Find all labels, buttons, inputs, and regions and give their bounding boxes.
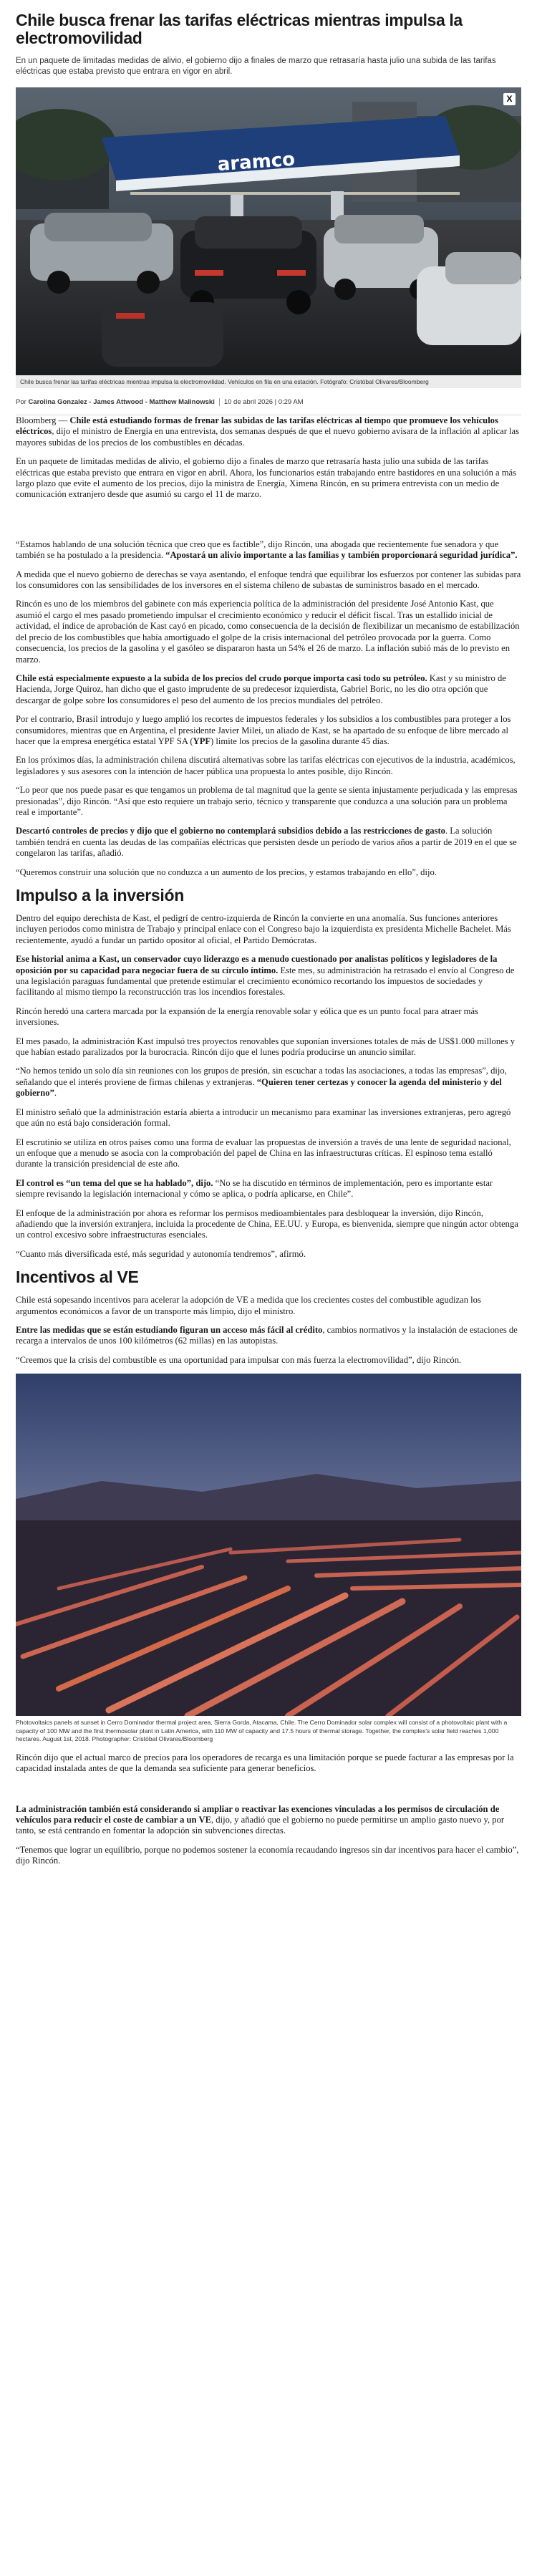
- paragraph: [16, 1804, 521, 1837]
- byline-authors[interactable]: Carolina Gonzalez - James Attwood - Matthew Malinowski: [28, 398, 215, 406]
- paragraph: [16, 1178, 521, 1200]
- paragraph: “Tenemos que lograr un equilibrio, porque no podemos sostener la economía recaudando ingresos sin dar incentivos para hacer el cambio”, dijo Rincón.: [16, 1844, 519, 1866]
- bold-text: La administración también está considerando si ampliar o reactivar las exenciones vinculadas a los permisos de circulación de vehículos para reducir el coste de cambiar a un VE: [16, 1803, 500, 1825]
- bold-text: Chile está especialmente expuesto a la subida de los precios del crudo porque importa casi todo su petróleo.: [16, 672, 427, 683]
- bold-text: Ese historial anima a Kast, un conservador cuyo liderazgo es a menudo cuestionado por analistas políticos y legisladores de la oposición por su capacidad para negociar fuera de su círculo íntimo.: [16, 954, 498, 975]
- spacer: [16, 1783, 521, 1804]
- paragraph: [16, 673, 521, 706]
- paragraph: “Queremos construir una solución que no conduzca a un aumento de los precios, y estamos trabajando en ello”, dijo.: [16, 867, 437, 877]
- bold-text: “Apostará un alivio importante a las familias y también proporcionará seguridad jurídica”.: [165, 550, 518, 561]
- article-body: [16, 415, 521, 1867]
- paragraph-text: Kast y su ministro de Hacienda, Jorge Quiroz, han dicho que el gasto imprudente de su predecesor izquierdista, Gabriel Boric, no les dio otra opción que descargar de golpe sobre los consumidores el peso del aumento de los precios mundiales del petróleo.: [16, 672, 506, 705]
- paragraph: En un paquete de limitadas medidas de alivio, el gobierno dijo a finales de marzo que retrasaría hasta julio una subida de las tarifas eléctricas que estaba previsto que entrara en vigor en abril. Ahora, los funcionarios están trabajando entre bastidores en una solución a más largo plazo que evite el aumento de los precios, dijo la ministra de Energía, Ximena Rincón, en su primera entrevista con un medio de comunicación extranjero desde que asumió su cargo el 11 de marzo.: [16, 456, 517, 500]
- paragraph: [16, 1325, 521, 1347]
- byline-prefix: Por: [16, 398, 26, 406]
- byline: [16, 398, 521, 406]
- paragraph-text: , dijo el ministro de Energía en una entrevista, dos semanas después de que el nuevo gobierno avisara de la inflación al aplicar las mayores subidas de los precios de los combustibles en décadas.: [16, 426, 520, 448]
- paragraph-text: . La solución también tendrá en cuenta las deudas de las compañías eléctricas que persisten desde un período de varios años a partir de 2019 en el que se congelaron las tarifas, añadió.: [16, 826, 517, 859]
- paragraph-text: ) limite los precios de la gasolina durante 45 días.: [211, 735, 390, 746]
- hero-caption: Chile busca frenar las tarifas eléctricas mientras impulsa la electromovilidad. Vehículos en fila en una estación. Fotógrafo: Cristóbal Olivares/Bloomberg: [16, 375, 521, 388]
- article-dek: En un paquete de limitadas medidas de alivio, el gobierno dijo a finales de marzo que retrasaría hasta julio una subida de las tarifas eléctricas que estaba previsto que entrara en vigor en abril.: [16, 57, 496, 76]
- hero-image: [16, 87, 521, 375]
- paragraph-text: “No hemos tenido un solo día sin reuniones con los grupos de presión, sin escuchar a todas las asociaciones, a todas las empresas”, dijo, señalando que el interés proviene de firmas chilenas y extranjeras.: [16, 1066, 507, 1087]
- article-headline: Chile busca frenar las tarifas eléctricas mientras impulsa la electromovilidad: [16, 11, 463, 47]
- solar-photo: [16, 1374, 521, 1716]
- paragraph: Rincón es uno de los miembros del gabinete con más experiencia política de la administración del presidente José Antonio Kast, que asumió el cargo el mes pasado prometiendo impulsar el crecimiento económico y reducir el déficit fiscal. Tras un estallido inicial de actividad, el índice de aprobación de Kast cayó en picado, como consecuencia de la decisión de flexibilizar un mecanismo de estabilización del precio de los combustibles que había amortiguado el golpe de la crisis internacional del petróleo provocada por la guerra. Como consecuencia, los precios de la gasolina y el gasóleo se dispararon hasta un 54% el 26 de marzo. La inflación subió más de lo previsto en marzo.: [16, 599, 520, 665]
- brand-sign: aramco: [216, 148, 296, 176]
- ticker-link[interactable]: YPF: [193, 735, 211, 746]
- source-tag: Bloomberg —: [16, 415, 68, 425]
- paragraph-text: , dijo, y añadió que el gobierno no puede permitirse un amplio gasto nuevo y, por tanto, se está centrando en fomentar la adopción sin subvenciones directas.: [16, 1814, 505, 1836]
- paragraph: Rincón dijo que el actual marco de precios para los operadores de recarga es una limitación porque se puede facturar a las empresas por la capacidad instalada antes de que la demanda sea suficiente para generar beneficios.: [16, 1752, 514, 1774]
- paragraph: [16, 539, 521, 561]
- bold-text: Descartó controles de precios y dijo que el gobierno no contemplará subsidios debido a las restricciones de gasto: [16, 826, 445, 836]
- paragraph: “Lo peor que nos puede pasar es que tengamos un problema de tal magnitud que la gente se sienta injustamente perjudicada y las empresas presionadas”, dijo Rincón. “Así que esto requiere un trabajo serio, técnico y transparente que conduzca a una solución para un problema real e importante”.: [16, 785, 518, 817]
- paragraph: En los próximos días, la administración chilena discutirá alternativas sobre las tarifas eléctricas con ejecutivos de la industria, académicos, legisladores y sus asesores con la intención de hacer pública una propuesta lo antes posible, dijo Rincón.: [16, 755, 516, 776]
- paragraph: El escrutinio se utiliza en otros países como una forma de evaluar las propuestas de inversión a través de una lente de seguridad nacional, un enfoque que a menudo se asocia con la comprobación del papel de China en las infraestructuras críticas. El espinoso tema estalló durante la transición presidencial de este año.: [16, 1137, 511, 1169]
- bold-text: El control es “un tema del que se ha hablado”, dijo.: [16, 1177, 213, 1188]
- paragraph: [16, 954, 521, 998]
- paragraph-text: “Estamos hablando de una solución técnica que creo que es factible”, dijo Rincón, una abogada que recientemente fue senadora y que también se ha postulado a la presidencia.: [16, 539, 499, 561]
- paragraph-text: Por el contrario, Brasil introdujo y luego amplió los recortes de impuestos federales y los subsidios a los combustibles para proteger a los consumidores, mientras que en Argentina, el presidente Javier Milei, un aliado de Kast, se ha apartado de su enfoque de libre mercado al hacer que la empresa energética estatal YPF SA (: [16, 714, 511, 746]
- paragraph: El ministro señaló que la administración estaría abierta a introducir un mecanismo para examinar las inversiones extranjeras, pero agregó que aún no está bajo consideración formal.: [16, 1106, 511, 1129]
- paragraph: [16, 826, 521, 859]
- paragraph: Rincón heredó una cartera marcada por la expansión de la energía renovable solar y eólica que es un punto focal para atraer más inversiones.: [16, 1005, 478, 1028]
- hero-photo: [16, 87, 521, 375]
- close-image-button[interactable]: X: [503, 93, 516, 105]
- paragraph-text: Este mes, su administración ha retrasado el envío al Congreso de una legislación paraguas fundamental que pretende estimular el crecimiento económico recortando los impuestos de sociedades y facilitando al mismo tiempo la reconstrucción tras los incendios forestales.: [16, 965, 515, 998]
- paragraph: “Cuanto más diversificada esté, más seguridad y autonomía tendremos”, afirmó.: [16, 1248, 306, 1259]
- paragraph: El mes pasado, la administración Kast impulsó tres proyectos renovables que suponían inversiones totales de más de US$1.000 millones y que habían estado paralizados por la burocracia. Rincón dijo que el lunes podría producirse un anuncio similar.: [16, 1036, 516, 1058]
- paragraph: [16, 714, 521, 747]
- bold-text: Chile está estudiando formas de frenar las subidas de las tarifas eléctricas al tiempo que promueve los vehículos eléctricos: [16, 415, 498, 437]
- paragraph-text: , cambios normativos y la instalación de estaciones de recarga a intervalos de unos 100 kilómetros (62 millas) en las autopistas.: [16, 1324, 518, 1346]
- paragraph: [16, 1066, 521, 1099]
- paragraph-text: .: [54, 1088, 57, 1099]
- section-heading: Impulso a la inversión: [16, 886, 184, 905]
- paragraph-text: “No se ha discutido en términos de implementación, pero es importante estar siempre revisando la legislación internacional y cómo se aplica, o podría aplicarse, en Chile”.: [16, 1177, 493, 1200]
- body-section: [16, 539, 521, 878]
- section-heading: Incentivos al VE: [16, 1268, 139, 1287]
- paragraph: “Creemos que la crisis del combustible es una oportunidad para impulsar con más fuerza la electromovilidad”, dijo Rincón.: [16, 1354, 462, 1365]
- paragraph: A medida que el nuevo gobierno de derechas se vaya asentando, el enfoque tendrá que equilibrar los esfuerzos por contener las subidas para los consumidores con las sensibilidades de los inversores en el sistema chileno de subastas de suministros basado en el mercado.: [16, 569, 521, 591]
- paragraph: [16, 415, 521, 448]
- figure-caption: Photovoltaics panels at sunset in Cerro Dominador thermal project area, Sierra Gorda, Atacama, Chile. The Cerro Dominador solar complex will consist of a photovoltaic plant with a capacity of 100 MW and the first thermosolar plant in Latin America, with 110 MW of capacity and 17.5 hours of thermal storage. Together, the complex's solar field reaches 1,000 hectares. August 1st, 2018. Photographer: Cristóbal Olivares/Bloomberg: [16, 1719, 508, 1743]
- solar-figure: [16, 1374, 521, 1716]
- bold-text: “Quieren tener certezas y conocer la agenda del ministerio y del gobierno”: [16, 1076, 502, 1099]
- bold-text: Entre las medidas que se están estudiando figuran un acceso más fácil al crédito: [16, 1324, 323, 1335]
- byline-divider: [219, 398, 220, 406]
- paragraph: Dentro del equipo derechista de Kast, el pedigrí de centro-izquierda de Rincón la convierte en una anomalía. Sus funciones anteriores incluyen periodos como ministra de Trabajo y principal enlace con el Congreso bajo la izquierdista ex presidenta Michelle Bachelet. Más recientemente, ayudó a fundar un partido opositor al oficial, el Partido Demócratas.: [16, 913, 511, 945]
- paragraph: El enfoque de la administración por ahora es reformar los permisos medioambientales para desbloquear la inversión, dijo Rincón, añadiendo que la inversión extranjera, incluida la procedente de China, EE.UU. y Europa, es bienvenida, siempre que ningún actor obtenga un control excesivo sobre infraestructuras esenciales.: [16, 1207, 518, 1240]
- byline-date: 10 de abril 2026 | 0:29 AM: [223, 398, 304, 406]
- paragraph: Chile está sopesando incentivos para acelerar la adopción de VE a medida que los crecientes costes del combustible agudizan los argumentos económicos a favor de un transporte más limpio, dijo el ministro.: [16, 1295, 481, 1316]
